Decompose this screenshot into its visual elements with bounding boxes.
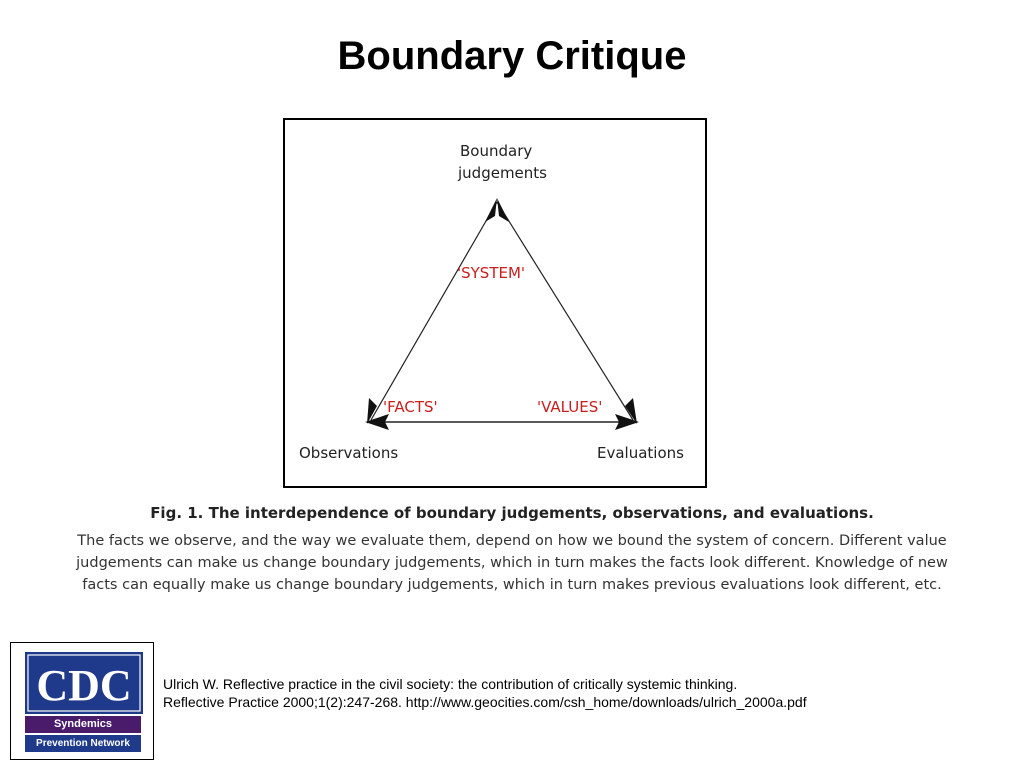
triangle-diagram (285, 120, 705, 486)
facts-label: 'FACTS' (383, 398, 438, 416)
figure-caption-body: The facts we observe, and the way we evaluate them, depend on how we bound the system of concern. Different value judgements can make us change boundary judgements, which in turn makes the facts look different. Knowledge of new facts can equally make us change boundary judgements, which in turn makes previous evaluations look different, etc. (76, 533, 948, 593)
reference-line-2: Reflective Practice 2000;1(2):247-268. http://www.geocities.com/csh_home/downloads/ulrich_2000a.pdf (163, 694, 807, 710)
reference-line-1: Ulrich W. Reflective practice in the civil society: the contribution of critically systemic thinking. (163, 676, 738, 692)
edge-top-right (497, 202, 633, 420)
cdc-logo-text: CDC (36, 661, 132, 710)
logo-line-prevention-network: Prevention Network (25, 735, 141, 752)
figure-caption-title: Fig. 1. The interdependence of boundary judgements, observations, and evaluations. (150, 504, 874, 522)
logo-line-syndemics: Syndemics (25, 716, 141, 733)
reference-citation (163, 675, 1013, 711)
slide-title: Boundary Critique (337, 34, 687, 78)
values-label: 'VALUES' (537, 398, 603, 416)
top-node-line1: Boundary (460, 142, 533, 160)
right-node: Evaluations (597, 444, 684, 462)
edge-top-left (371, 202, 497, 420)
left-node: Observations (299, 444, 399, 462)
cdc-logo (10, 642, 154, 760)
cdc-logo-mark (25, 652, 143, 714)
arrowhead-top-left (485, 198, 497, 222)
top-node-line2: judgements (458, 164, 547, 182)
system-label: 'SYSTEM' (457, 264, 526, 282)
figure-frame (283, 118, 707, 488)
